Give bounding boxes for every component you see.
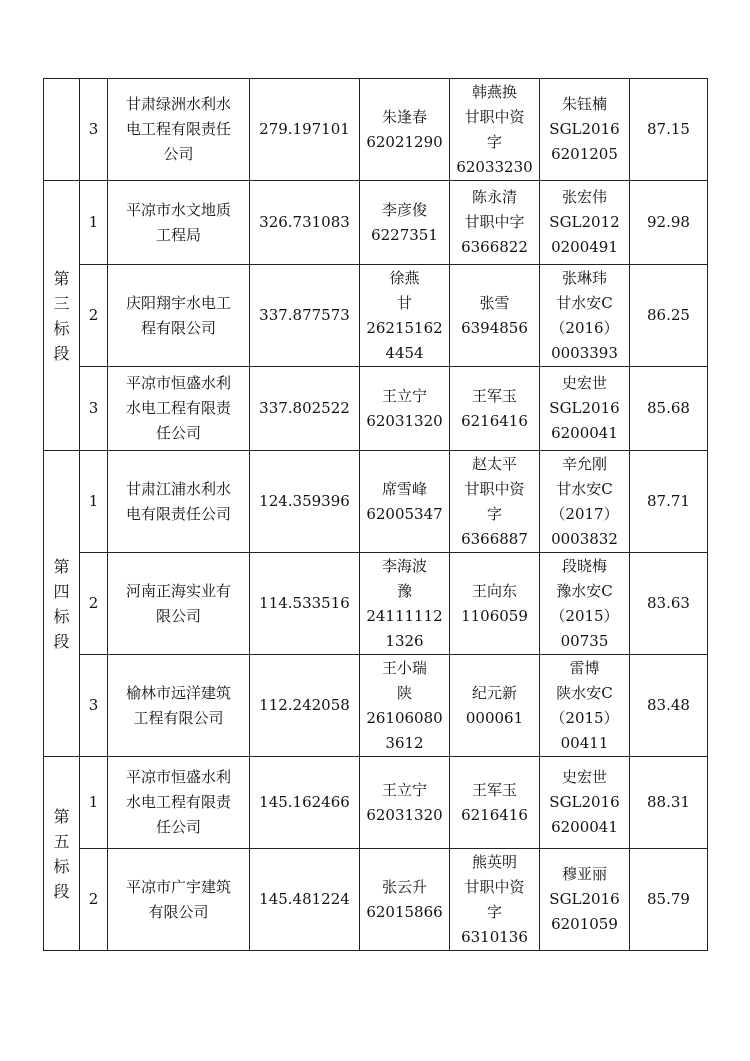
section-char: 段: [53, 881, 70, 901]
project-manager-line: 1326: [385, 631, 424, 650]
project-manager-line: 席雪峰: [381, 479, 427, 498]
section-cell: [44, 451, 80, 757]
company-name-line: 平凉市广宇建筑: [125, 877, 231, 896]
company-name-line: 水电工程有限责: [125, 793, 231, 811]
safety-officer: [540, 367, 630, 451]
technical-lead-line: 6216416: [461, 411, 528, 430]
safety-officer: [540, 265, 630, 367]
project-manager-line: 62031320: [366, 411, 443, 430]
table-row: [44, 553, 708, 655]
technical-lead-line: 62033230: [456, 157, 533, 176]
score: 87.15: [630, 79, 708, 181]
section-char: 五: [53, 831, 70, 851]
project-manager-line: 4454: [385, 343, 424, 362]
company-name: [108, 265, 250, 367]
company-name-line: 平凉市水文地质: [125, 200, 231, 219]
technical-lead-line: 6366887: [461, 529, 528, 548]
technical-lead: [450, 79, 540, 181]
project-manager: [360, 79, 450, 181]
section-char: 第: [53, 556, 70, 576]
company-name-line: 平凉市恒盛水利: [125, 768, 231, 786]
safety-officer-line: 6200041: [551, 424, 618, 442]
safety-officer-line: 陕水安C: [556, 683, 613, 702]
table-row: [44, 849, 708, 951]
technical-lead-line: 甘职中资: [464, 877, 525, 896]
section-char: 第: [53, 806, 70, 826]
table-row: [44, 367, 708, 451]
score: 92.98: [630, 181, 708, 265]
project-manager: [360, 265, 450, 367]
row-number: 3: [80, 367, 108, 451]
technical-lead-line: 字: [486, 504, 502, 523]
company-name: [108, 553, 250, 655]
project-manager: [360, 849, 450, 951]
technical-lead-line: 纪元新: [471, 683, 517, 702]
safety-officer-line: （2015）: [550, 708, 619, 727]
section-char: 第: [53, 268, 70, 288]
bid-price: 337.802522: [250, 367, 360, 451]
company-name-line: 公司: [163, 145, 194, 163]
safety-officer-line: 00735: [560, 631, 609, 650]
company-name-line: 甘肃绿洲水利水: [125, 95, 231, 113]
section-cell-empty: [44, 79, 80, 181]
table-row: [44, 79, 708, 181]
company-name: [108, 181, 250, 265]
safety-officer-line: 辛允刚: [561, 454, 607, 473]
technical-lead-line: 赵太平: [471, 454, 517, 473]
project-manager-line: 62021290: [366, 132, 443, 151]
technical-lead: [450, 451, 540, 553]
safety-officer-line: 0003832: [551, 529, 618, 548]
bid-price: 337.877573: [250, 265, 360, 367]
safety-officer: [540, 849, 630, 951]
row-number: 3: [80, 79, 108, 181]
company-name-line: 平凉市恒盛水利: [125, 374, 231, 392]
row-number: 1: [80, 757, 108, 849]
company-name-line: 甘肃江浦水利水: [125, 479, 231, 498]
safety-officer-line: （2017）: [550, 504, 619, 523]
technical-lead-line: 张雪: [479, 293, 510, 312]
technical-lead-line: 甘职中资: [464, 107, 525, 126]
safety-officer-line: SGL2016: [549, 120, 620, 138]
safety-officer-line: 史宏世: [561, 768, 607, 786]
safety-officer-line: SGL2012: [549, 213, 620, 231]
safety-officer-line: SGL2016: [549, 890, 620, 908]
technical-lead: [450, 265, 540, 367]
project-manager-line: 王小瑞: [381, 658, 427, 677]
project-manager-line: 26106080: [366, 708, 443, 727]
technical-lead-line: 6216416: [461, 805, 528, 824]
safety-officer: [540, 553, 630, 655]
project-manager-line: 徐燕: [389, 268, 420, 287]
technical-lead: [450, 367, 540, 451]
safety-officer-line: 穆亚丽: [561, 865, 607, 883]
technical-lead-line: 甘职中资: [464, 479, 525, 498]
project-manager-line: 62005347: [366, 504, 443, 523]
section-char: 四: [53, 581, 70, 601]
row-number: 2: [80, 849, 108, 951]
safety-officer-line: SGL2016: [549, 793, 620, 811]
section-char: 标: [53, 856, 70, 876]
score: 83.63: [630, 553, 708, 655]
technical-lead-line: 字: [486, 132, 502, 151]
section-char: 标: [53, 318, 70, 338]
row-number: 2: [80, 553, 108, 655]
project-manager-line: 62031320: [366, 805, 443, 824]
row-number: 3: [80, 655, 108, 757]
score: 85.79: [630, 849, 708, 951]
safety-officer-line: 00411: [560, 733, 609, 752]
row-number: 2: [80, 265, 108, 367]
company-name-line: 电有限责任公司: [125, 504, 231, 523]
company-name-line: 任公司: [155, 424, 201, 442]
project-manager-line: 王立宁: [381, 780, 427, 799]
score: 85.68: [630, 367, 708, 451]
project-manager-line: 王立宁: [381, 386, 427, 405]
safety-officer-line: 张琳玮: [561, 268, 607, 287]
bid-results-table: [43, 78, 708, 951]
safety-officer-line: （2016）: [550, 318, 619, 337]
bid-price: 279.197101: [250, 79, 360, 181]
section-char: 标: [53, 606, 70, 626]
company-name-line: 任公司: [155, 818, 201, 836]
company-name: [108, 849, 250, 951]
safety-officer: [540, 181, 630, 265]
project-manager: [360, 655, 450, 757]
technical-lead: [450, 553, 540, 655]
table-body: [44, 79, 708, 951]
section-char: 段: [53, 343, 70, 363]
project-manager: [360, 757, 450, 849]
technical-lead-line: 1106059: [461, 606, 528, 625]
bid-price: 114.533516: [250, 553, 360, 655]
safety-officer-line: 6200041: [551, 818, 618, 836]
table-row: [44, 757, 708, 849]
project-manager-line: 62015866: [366, 902, 443, 921]
technical-lead-line: 6394856: [461, 318, 528, 337]
technical-lead-line: 000061: [465, 708, 524, 727]
safety-officer-line: 豫水安C: [556, 581, 613, 600]
bid-price: 145.481224: [250, 849, 360, 951]
table-row: [44, 265, 708, 367]
technical-lead-line: 熊英明: [471, 852, 517, 871]
section-cell: [44, 181, 80, 451]
safety-officer-line: 史宏世: [561, 374, 607, 392]
safety-officer-line: 6201059: [551, 915, 618, 933]
company-name: [108, 79, 250, 181]
project-manager-line: 李彦俊: [381, 200, 427, 219]
bid-price: 112.242058: [250, 655, 360, 757]
table-row: [44, 451, 708, 553]
safety-officer: [540, 655, 630, 757]
safety-officer-line: 朱钰楠: [561, 95, 607, 113]
technical-lead-line: 甘职中字: [464, 213, 525, 231]
company-name-line: 程有限公司: [140, 318, 216, 337]
row-number: 1: [80, 181, 108, 265]
section-char: 段: [53, 631, 70, 651]
section-cell: [44, 757, 80, 951]
table-row: [44, 181, 708, 265]
company-name: [108, 655, 250, 757]
safety-officer: [540, 79, 630, 181]
company-name-line: 庆阳翔宇水电工: [125, 293, 231, 312]
project-manager-line: 张云升: [381, 877, 427, 896]
safety-officer-line: 张宏伟: [561, 188, 607, 206]
project-manager-line: 甘: [396, 293, 412, 312]
technical-lead-line: 6310136: [461, 927, 528, 946]
safety-officer: [540, 757, 630, 849]
score: 86.25: [630, 265, 708, 367]
safety-officer-line: 0200491: [551, 238, 618, 256]
project-manager-line: 陕: [396, 683, 412, 702]
project-manager-line: 3612: [385, 733, 424, 752]
company-name-line: 工程有限公司: [133, 708, 224, 727]
company-name-line: 工程局: [155, 225, 201, 244]
bid-price: 326.731083: [250, 181, 360, 265]
section-char: 三: [53, 293, 70, 313]
project-manager: [360, 367, 450, 451]
company-name: [108, 367, 250, 451]
project-manager: [360, 181, 450, 265]
company-name-line: 榆林市远洋建筑: [125, 683, 231, 702]
technical-lead-line: 王向东: [471, 581, 517, 600]
bid-price: 124.359396: [250, 451, 360, 553]
technical-lead-line: 字: [486, 902, 502, 921]
project-manager-line: 6227351: [371, 225, 438, 244]
safety-officer: [540, 451, 630, 553]
safety-officer-line: 段晓梅: [561, 556, 607, 575]
row-number: 1: [80, 451, 108, 553]
safety-officer-line: （2015）: [550, 606, 619, 625]
technical-lead: [450, 655, 540, 757]
company-name-line: 限公司: [155, 606, 201, 625]
project-manager: [360, 451, 450, 553]
company-name-line: 有限公司: [148, 902, 209, 921]
project-manager: [360, 553, 450, 655]
project-manager-line: 豫: [396, 581, 412, 600]
table-row: [44, 655, 708, 757]
score: 87.71: [630, 451, 708, 553]
project-manager-line: 26215162: [366, 318, 443, 337]
safety-officer-line: SGL2016: [549, 399, 620, 417]
project-manager-line: 李海波: [381, 556, 427, 575]
technical-lead-line: 6366822: [461, 238, 528, 256]
technical-lead-line: 韩燕换: [471, 82, 517, 101]
company-name: [108, 451, 250, 553]
technical-lead: [450, 757, 540, 849]
company-name: [108, 757, 250, 849]
bid-price: 145.162466: [250, 757, 360, 849]
company-name-line: 水电工程有限责: [125, 399, 231, 417]
technical-lead-line: 王军玉: [471, 386, 517, 405]
safety-officer-line: 6201205: [551, 145, 618, 163]
technical-lead: [450, 849, 540, 951]
technical-lead-line: 陈永清: [471, 188, 517, 206]
technical-lead: [450, 181, 540, 265]
technical-lead-line: 王军玉: [471, 780, 517, 799]
safety-officer-line: 雷博: [569, 658, 600, 677]
project-manager-line: 朱逢春: [381, 107, 427, 126]
safety-officer-line: 甘水安C: [556, 479, 613, 498]
score: 88.31: [630, 757, 708, 849]
safety-officer-line: 0003393: [551, 343, 618, 362]
safety-officer-line: 甘水安C: [556, 293, 613, 312]
company-name-line: 河南正海实业有: [125, 581, 231, 600]
project-manager-line: 24111112: [366, 606, 443, 625]
score: 83.48: [630, 655, 708, 757]
company-name-line: 电工程有限责任: [125, 120, 231, 138]
